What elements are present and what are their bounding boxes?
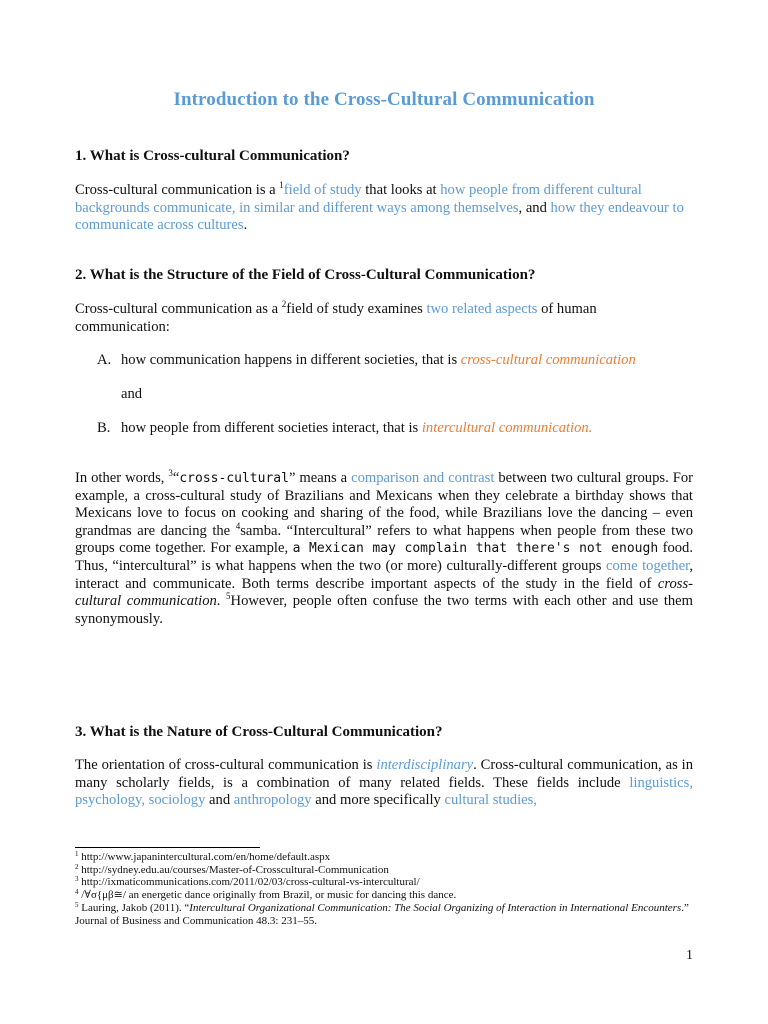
footnote-4 — [75, 889, 695, 902]
text: of human communication: — [75, 301, 597, 335]
text: how communication happens in different societies, that is — [121, 352, 461, 368]
footnote-text: /∀σ{μβ≅/ an energetic dance originally from Brazil, or music for dancing this dance. — [81, 889, 457, 902]
text: Cross-cultural communication is a — [75, 182, 280, 198]
text: and more specifically — [311, 792, 445, 809]
term-cross-cultural: cross-cultural communication — [460, 352, 636, 368]
italic-term: cross-cultural communication — [75, 575, 693, 610]
footnote-number: 4 — [75, 888, 79, 897]
footnote-italic-title: Intercultural Organizational Communication: The Social Organizing of Interaction in International Encounters — [189, 901, 682, 914]
footnote-ref-4[interactable]: 4 — [235, 520, 241, 531]
link-two-related-aspects[interactable]: two related aspects — [426, 301, 538, 317]
footnote-3 — [75, 876, 695, 889]
footnote-url[interactable]: http://ixmaticommunications.com/2011/02/03/cross-cultural-vs-intercultural/ — [81, 876, 420, 889]
footnote-2 — [75, 864, 695, 877]
link-endeavour[interactable]: how they endeavour to communicate across cultures — [75, 199, 684, 234]
footnote-ref-5[interactable]: 5 — [226, 591, 231, 602]
footnote-text: .” Journal of Business and Communication 48.3: 231–55. — [75, 901, 689, 927]
mono-term: cross-cultural — [179, 471, 289, 486]
section-2-heading: 2. What is the Structure of the Field of Cross-Cultural Communication? — [75, 267, 536, 283]
document-title: Introduction to the Cross-Cultural Communication — [173, 89, 595, 110]
and-text: and — [121, 386, 143, 402]
text: how people from different societies interact, that is — [121, 420, 422, 436]
footnote-5 — [75, 902, 695, 927]
section-3-heading: 3. What is the Nature of Cross-Cultural Communication? — [75, 724, 443, 740]
text: food. Thus, “intercultural” is what happens when the two (or more) culturally-different groups — [75, 540, 693, 574]
section-3-paragraph — [75, 757, 693, 810]
footnote-number: 2 — [75, 862, 79, 871]
footnote-number: 1 — [75, 850, 79, 858]
text: , interact and communicate. Both terms describe important aspects of the study in the field of — [75, 557, 693, 592]
text: “ — [172, 470, 180, 486]
footnote-url[interactable]: http://www.japanintercultural.com/en/home/default.aspx — [81, 851, 331, 863]
text: . — [243, 217, 248, 234]
text: The orientation of cross-cultural communication is — [75, 757, 377, 773]
link-anthropology[interactable]: anthropology — [233, 792, 312, 809]
link-come-together[interactable]: come together — [605, 557, 690, 574]
page-number: 1 — [686, 948, 693, 963]
text: and — [205, 792, 234, 809]
text: However, people often confuse the two terms with each other and use them synonymously. — [75, 593, 694, 627]
term-intercultural: intercultural communication. — [421, 420, 593, 436]
list-item-a — [97, 352, 697, 370]
text: , and — [518, 199, 551, 216]
link-field-of-study[interactable]: field of study — [283, 182, 362, 198]
footnote-ref-2[interactable]: 2 — [281, 299, 287, 309]
section-2-paragraph — [75, 470, 693, 628]
section-2-intro — [75, 301, 693, 336]
text: between two cultural groups. For example, a cross-cultural study of Brazilians and Mexicans when they celebrate a birthday shows that Mexicans love to focus on cooking and sharing of the food, while Brazilians love the dancing – even grandmas are dancing the — [75, 470, 693, 539]
text: . — [216, 593, 227, 610]
footnote-text: Lauring, Jakob (2011). “ — [81, 901, 190, 914]
footnote-url[interactable]: http://sydney.edu.au/courses/Master-of-Crosscultural-Communication — [81, 863, 389, 876]
footnotes — [75, 851, 695, 927]
link-interdisciplinary[interactable]: interdisciplinary — [376, 757, 474, 773]
text: . Cross-cultural communication, as in many scholarly fields, is a combination of many related fields. These fields include — [75, 757, 693, 791]
footnote-separator — [75, 847, 260, 848]
footnote-ref-3[interactable]: 3 — [168, 468, 173, 478]
link-fields[interactable]: linguistics, psychology, sociology — [75, 774, 693, 809]
footnote-1 — [75, 851, 695, 864]
section-1-paragraph — [75, 182, 693, 235]
section-1-heading: 1. What is Cross-cultural Communication? — [75, 148, 350, 164]
text: In other words, — [75, 470, 169, 486]
footnote-ref-1[interactable]: 1 — [279, 180, 284, 190]
link-how-people-communicate[interactable]: how people from different cultural backgrounds communicate, in similar and different ways among themselves — [75, 182, 642, 216]
link-cultural-studies[interactable]: cultural studies, — [444, 792, 537, 809]
list-item-b — [97, 420, 697, 438]
footnote-number: 3 — [75, 875, 79, 884]
text: Cross-cultural communication as a — [75, 301, 282, 317]
link-comparison-contrast[interactable]: comparison and contrast — [351, 470, 495, 486]
list-marker: A. — [97, 352, 112, 368]
text: that looks at — [361, 182, 441, 198]
text: samba. “Intercultural” refers to what happens when people from these two groups come together. For example, — [75, 522, 693, 557]
mono-sentence: a Mexican may complain that there's not enough — [292, 541, 659, 557]
text: field of study examines — [286, 301, 427, 317]
footnote-number: 5 — [75, 900, 79, 909]
text: ” means a — [288, 470, 352, 486]
list-marker: B. — [97, 420, 111, 436]
